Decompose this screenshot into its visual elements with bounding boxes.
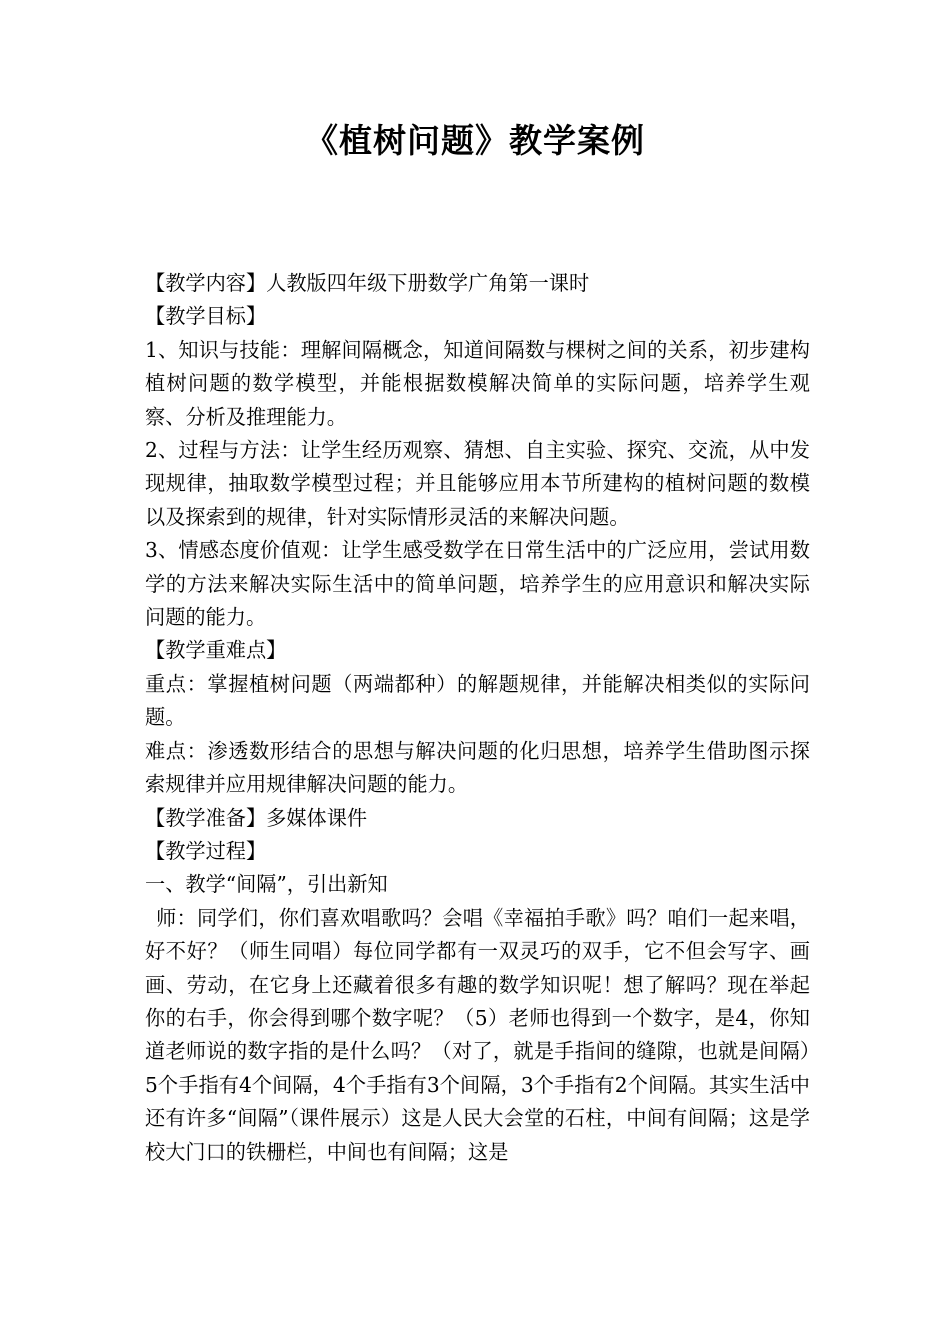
section-teaching-preparation: 【教学准备】多媒体课件 bbox=[145, 805, 368, 830]
heading-teaching-objectives: 【教学目标】 bbox=[145, 304, 267, 329]
section-teaching-content: 【教学内容】人教版四年级下册数学广角第一课时 bbox=[145, 271, 590, 295]
objective-attitude-values: 3、情感态度价值观：让学生感受数学在日常生活中的广泛应用，尝试用数学的方法来解决实际生活中的简单问题，培养学生的应用意识和解决实际问题的能力。 bbox=[145, 538, 810, 630]
objective-knowledge-skills: 1、知识与技能：理解间隔概念，知道间隔数与棵树之间的关系，初步建构植树问题的数学模型，并能根据数模解决简单的实际问题，培养学生观察、分析及推理能力。 bbox=[145, 337, 810, 429]
document-body bbox=[145, 267, 810, 1169]
objective-process-method: 2、过程与方法：让学生经历观察、猜想、自主实验、探究、交流，从中发现规律，抽取数学模型过程；并且能够应用本节所建构的植树问题的数模以及探索到的规律，针对实际情形灵活的来解决问题。 bbox=[145, 438, 810, 529]
key-point: 重点：掌握植树问题（两端都种）的解题规律，并能解决相类似的实际问题。 bbox=[145, 671, 810, 730]
step-one-heading: 一、教学“间隔”，引出新知 bbox=[145, 872, 388, 897]
teacher-dialogue-paragraph: 师：同学们，你们喜欢唱歌吗？会唱《幸福拍手歌》吗？咱们一起来唱，好不好？（师生同唱）每位同学都有一双灵巧的双手，它不但会写字、画画、劳动，在它身上还藏着很多有趣的数学知识呢！想了解吗？现在举起你的右手，你会得到哪个数字呢？（5）老师也得到一个数字，是4，你知道老师说的数字指的是什么吗？（对了，就是手指间的缝隙，也就是间隔）5个手指有4个间隔，4个手指有3个间隔，3个手指有2个间隔。其实生活中还有许多“间隔”（课件展示）这是人民大会堂的石柱，中间有间隔；这是学校大门口的铁栅栏，中间也有间隔；这是 bbox=[145, 905, 810, 1164]
document-title: 《植树问题》教学案例 bbox=[305, 121, 645, 160]
heading-key-difficult-points: 【教学重难点】 bbox=[145, 638, 287, 663]
heading-teaching-process: 【教学过程】 bbox=[145, 838, 267, 863]
difficult-point: 难点：渗透数形结合的思想与解决问题的化归思想，培养学生借助图示探索规律并应用规律解决问题的能力。 bbox=[145, 738, 810, 797]
